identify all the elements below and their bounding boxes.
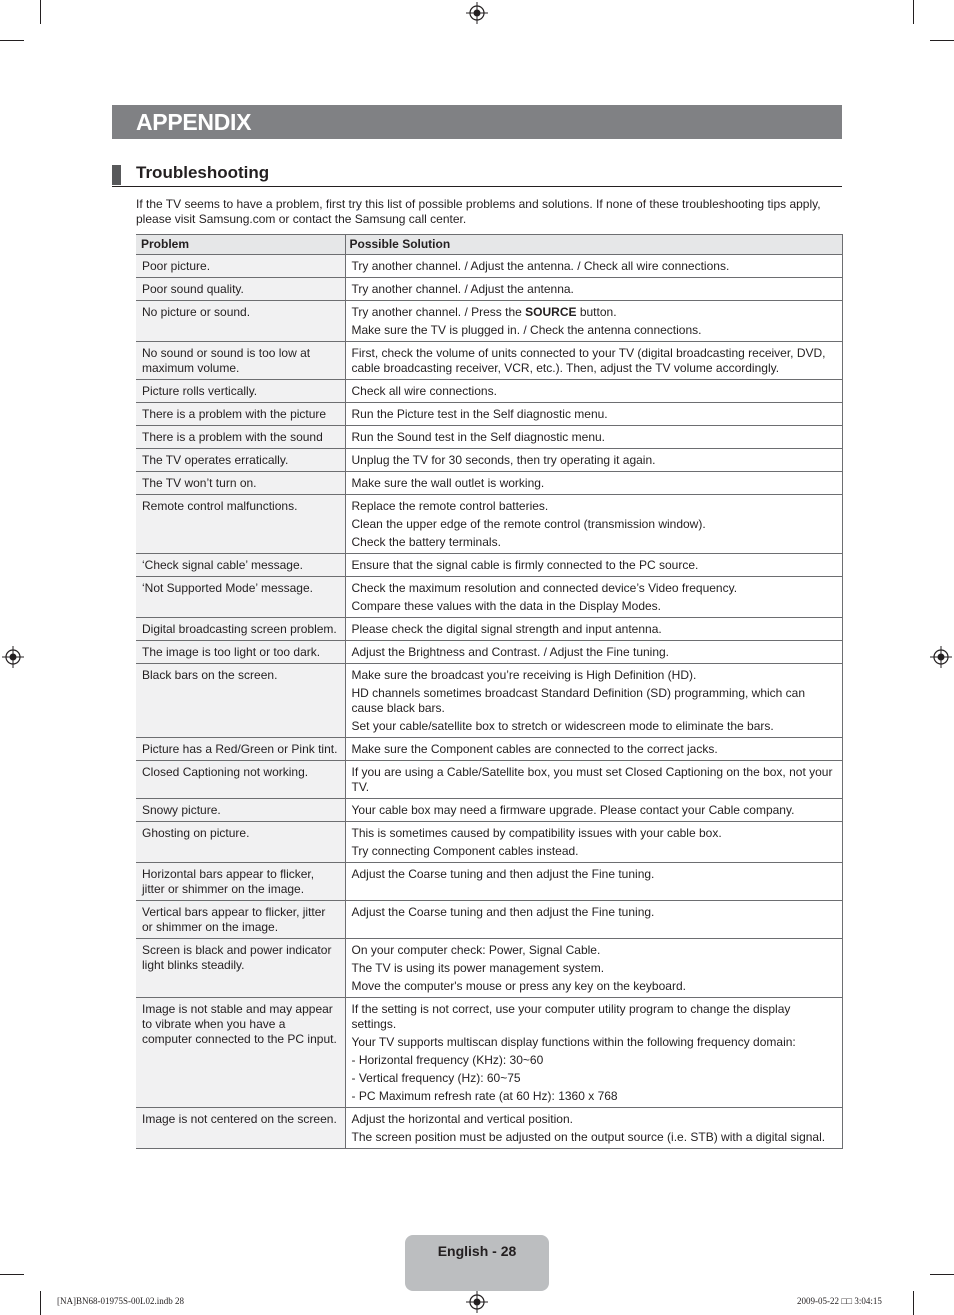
intro-paragraph: If the TV seems to have a problem, first try this list of possible problems and solutions. If none of these troubleshooting tips apply, please visit Samsung.com or contact the Samsung call center. [136,197,821,226]
problem-cell: Digital broadcasting screen problem. [136,618,345,641]
solution-line: Replace the remote control batteries. [351,499,549,513]
problem-cell: Picture has a Red/Green or Pink tint. [136,738,345,761]
problem-cell: ‘Check signal cable’ message. [136,554,345,577]
problem-cell: Remote control malfunctions. [136,495,345,554]
page-number-label: English - 28 [437,1243,517,1259]
solution-cell [345,761,842,799]
registration-mark-icon [466,2,488,24]
solution-cell [345,301,842,342]
solution-line: Your TV supports multiscan display functions within the following frequency domain: [351,1035,796,1049]
solution-line: Make sure the broadcast you’re receiving is High Definition (HD). [351,668,697,682]
solution-cell [345,799,842,822]
solution-line: First, check the volume of units connected to your TV (digital broadcasting receiver, DVD, cable broadcasting receiver, VCR, etc.). Then, adjust the TV volume accordingly. [351,346,826,375]
problem-cell: Ghosting on picture. [136,822,345,863]
solution-line: Check the maximum resolution and connected device’s Video frequency. [351,581,738,595]
solution-line: Adjust the horizontal and vertical position. [351,1112,573,1126]
table-row [136,255,842,278]
problem-cell: There is a problem with the sound [136,426,345,449]
solution-cell [345,939,842,998]
solution-cell [345,255,842,278]
solution-cell [345,577,842,618]
print-file-info: [NA]BN68-01975S-00L02.indb 28 [57,1296,184,1306]
solution-cell [345,426,842,449]
problem-cell: Poor picture. [136,255,345,278]
solution-line: Make sure the TV is plugged in. / Check the antenna connections. [351,323,702,337]
solution-line: Your cable box may need a firmware upgrade. Please contact your Cable company. [351,803,795,817]
solution-line: Please check the digital signal strength and input antenna. [351,622,662,636]
table-row [136,380,842,403]
solution-cell [345,342,842,380]
solution-line: This is sometimes caused by compatibility issues with your cable box. [351,826,722,840]
table-row [136,301,842,342]
table-row [136,799,842,822]
table-row [136,577,842,618]
solution-cell [345,664,842,738]
solution-line: Ensure that the signal cable is firmly connected to the PC source. [351,558,699,572]
section-marker [112,165,121,185]
solution-cell [345,278,842,301]
table-row [136,641,842,664]
solution-line: Compare these values with the data in the Display Modes. [351,599,661,613]
solution-cell [345,380,842,403]
registration-mark-icon [466,1291,488,1313]
table-row [136,998,842,1108]
page-title: APPENDIX [136,109,252,135]
section-divider [112,186,842,187]
table-header-row [136,235,842,255]
problem-cell: There is a problem with the picture [136,403,345,426]
solution-line: Try another channel. / Adjust the antenna. / Check all wire connections. [351,259,730,273]
solution-text: Try another channel. / Press the [351,305,526,319]
table-row [136,939,842,998]
solution-cell [345,403,842,426]
troubleshooting-table [136,234,843,1149]
solution-line: If you are using a Cable/Satellite box, you must set Closed Captioning on the box, not your TV. [351,765,833,794]
problem-cell: Vertical bars appear to flicker, jitter or shimmer on the image. [136,901,345,939]
problem-cell: The TV operates erratically. [136,449,345,472]
button-name-emphasis: SOURCE [525,305,577,319]
solution-line: - Vertical frequency (Hz): 60~75 [351,1071,521,1085]
solution-cell [345,554,842,577]
registration-mark-icon [2,646,24,668]
solution-cell [345,641,842,664]
solution-cell [345,822,842,863]
solution-line: HD channels sometimes broadcast Standard Definition (SD) programming, which can cause black bars. [351,686,806,715]
problem-cell: Image is not stable and may appear to vibrate when you have a computer connected to the PC input. [136,998,345,1108]
solution-line [352,305,836,320]
solution-line: If the setting is not correct, use your computer utility program to change the display settings. [351,1002,791,1031]
column-header-solution: Possible Solution [345,235,842,255]
solution-line: Adjust the Brightness and Contrast. / Adjust the Fine tuning. [351,645,670,659]
table-row [136,618,842,641]
solution-line: Check all wire connections. [351,384,497,398]
solution-cell [345,738,842,761]
solution-line: Clean the upper edge of the remote control (transmission window). [351,517,706,531]
crop-mark [0,40,24,41]
solution-line: Make sure the wall outlet is working. [351,476,545,490]
solution-line: - PC Maximum refresh rate (at 60 Hz): 1360 x 768 [351,1089,618,1103]
crop-mark [913,0,914,24]
column-header-problem: Problem [136,235,345,255]
solution-cell [345,495,842,554]
solution-line: Try connecting Component cables instead. [351,844,579,858]
solution-line: - Horizontal frequency (KHz): 30~60 [351,1053,544,1067]
crop-mark [40,0,41,24]
table-row [136,403,842,426]
problem-cell: ‘Not Supported Mode’ message. [136,577,345,618]
table-row [136,495,842,554]
table-row [136,472,842,495]
solution-cell [345,863,842,901]
solution-text: button. [576,305,617,319]
problem-cell: Screen is black and power indicator light blinks steadily. [136,939,345,998]
problem-cell: Horizontal bars appear to flicker, jitter or shimmer on the image. [136,863,345,901]
table-row [136,822,842,863]
crop-mark [930,1274,954,1275]
problem-cell: No picture or sound. [136,301,345,342]
table-row [136,1108,842,1149]
solution-cell [345,472,842,495]
crop-mark [913,1291,914,1315]
solution-cell [345,901,842,939]
solution-cell [345,1108,842,1149]
solution-line: Run the Sound test in the Self diagnostic menu. [351,430,605,444]
solution-cell [345,449,842,472]
crop-mark [40,1291,41,1315]
registration-mark-icon [930,646,952,668]
solution-line: Adjust the Coarse tuning and then adjust the Fine tuning. [351,905,655,919]
table-row [136,449,842,472]
problem-cell: Picture rolls vertically. [136,380,345,403]
problem-cell: The image is too light or too dark. [136,641,345,664]
problem-cell: Closed Captioning not working. [136,761,345,799]
solution-line: The screen position must be adjusted on the output source (i.e. STB) with a digital signal. [351,1130,826,1144]
table-row [136,738,842,761]
solution-line: Run the Picture test in the Self diagnostic menu. [351,407,608,421]
crop-mark [930,40,954,41]
table-row [136,901,842,939]
table-row [136,278,842,301]
solution-line: The TV is using its power management system. [351,961,605,975]
table-row [136,342,842,380]
solution-line: Unplug the TV for 30 seconds, then try operating it again. [351,453,656,467]
solution-line: Try another channel. / Adjust the antenna. [351,282,574,296]
problem-cell: The TV won’t turn on. [136,472,345,495]
table-row [136,426,842,449]
problem-cell: Poor sound quality. [136,278,345,301]
problem-cell: Black bars on the screen. [136,664,345,738]
solution-line: Set your cable/satellite box to stretch or widescreen mode to eliminate the bars. [351,719,774,733]
print-timestamp: 2009-05-22 □□ 3:04:15 [797,1296,882,1306]
appendix-header-bar [112,105,842,139]
page-number-tab [405,1235,549,1291]
table-row [136,664,842,738]
solution-line: Make sure the Component cables are connected to the correct jacks. [351,742,718,756]
problem-cell: No sound or sound is too low at maximum volume. [136,342,345,380]
solution-line: Check the battery terminals. [351,535,501,549]
solution-cell [345,618,842,641]
table-row [136,554,842,577]
table-row [136,863,842,901]
problem-cell: Snowy picture. [136,799,345,822]
crop-mark [0,1274,24,1275]
table-body [136,255,842,1149]
problem-cell: Image is not centered on the screen. [136,1108,345,1149]
solution-line: Adjust the Coarse tuning and then adjust the Fine tuning. [351,867,655,881]
section-title: Troubleshooting [136,163,270,182]
solution-line: Move the computer's mouse or press any key on the keyboard. [351,979,686,993]
solution-cell [345,998,842,1108]
solution-line: On your computer check: Power, Signal Cable. [351,943,601,957]
table-row [136,761,842,799]
